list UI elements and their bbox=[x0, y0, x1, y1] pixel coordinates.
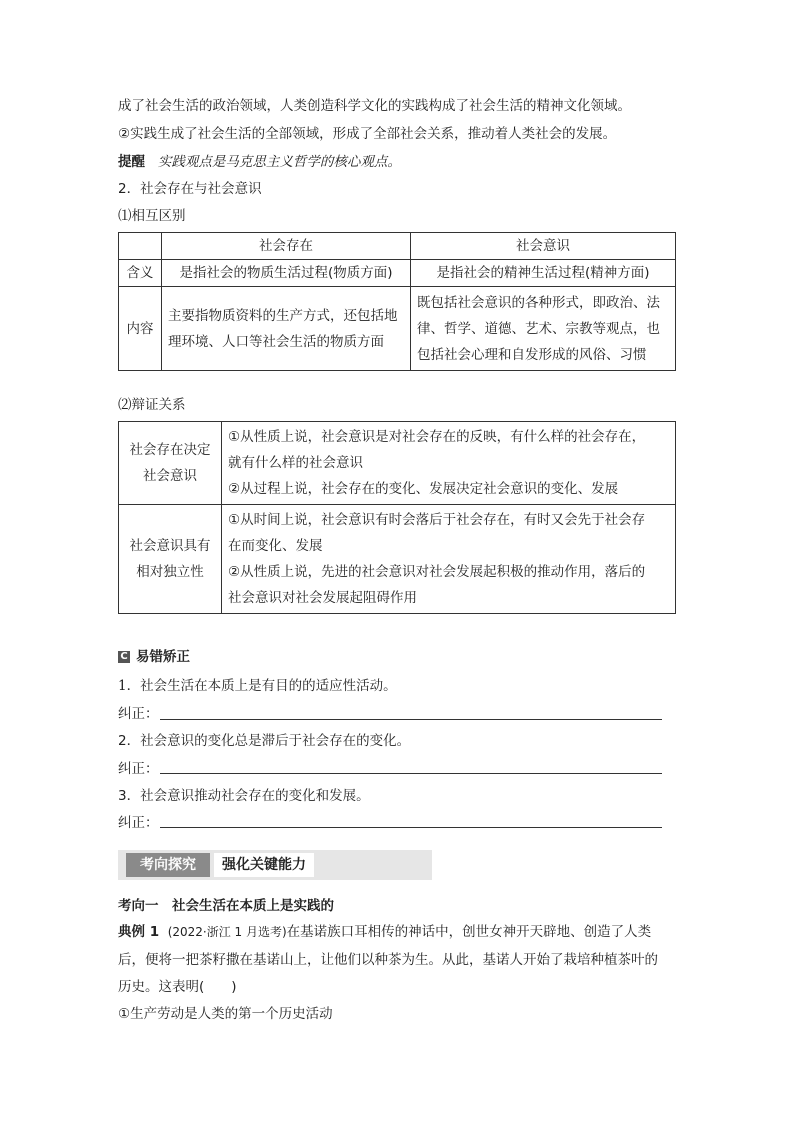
cell-line: ②从性质上说，先进的社会意识对社会发展起积极的推动作用，落后的 bbox=[228, 564, 646, 580]
example-source: (2022·浙江 1 月选考) bbox=[167, 925, 287, 939]
difference-table bbox=[118, 232, 676, 371]
cell-line: 就有什么样的社会意识 bbox=[228, 455, 363, 471]
table-header-empty bbox=[119, 233, 162, 260]
cell-meaning-consciousness: 是指社会的精神生活过程(精神方面) bbox=[411, 260, 676, 287]
correction-question-1: 1．社会生活在本质上是有目的的适应性活动。 bbox=[118, 678, 397, 694]
label-line: 社会存在决定 bbox=[129, 442, 211, 458]
correction-label-2: 纠正： bbox=[118, 761, 159, 777]
cell-decides bbox=[222, 422, 676, 505]
label-line: 社会意识具有 bbox=[129, 538, 211, 554]
tip-row bbox=[118, 152, 401, 172]
sub-heading-1: ⑴相互区别 bbox=[118, 208, 186, 224]
correction-label-1: 纠正： bbox=[118, 706, 159, 722]
section-heading: 2．社会存在与社会意识 bbox=[118, 181, 262, 197]
correction-title: 易错矫正 bbox=[136, 649, 190, 665]
cell-line: 律、哲学、道德、艺术、宗教等观点，也 bbox=[417, 320, 660, 337]
cell-content-existence bbox=[162, 287, 411, 371]
example-line-3: 历史。这表明( ) bbox=[118, 979, 237, 995]
example-text-1: 在基诺族口耳相传的神话中，创世女神开天辟地、创造了人类 bbox=[286, 924, 652, 940]
cell-line: 既包括社会意识的各种形式，即政治、法 bbox=[417, 294, 660, 311]
cell-line: 社会意识对社会发展起阻碍作用 bbox=[228, 590, 417, 606]
answer-line-2[interactable] bbox=[160, 773, 662, 774]
example-line-2: 后，便将一把茶籽撒在基诺山上，让他们以种茶为生。从此，基诺人开始了栽培种植茶叶的 bbox=[118, 952, 658, 968]
row-label-meaning: 含义 bbox=[119, 260, 162, 287]
option-1: ①生产劳动是人类的第一个历史活动 bbox=[118, 1006, 333, 1022]
row-label-decides bbox=[119, 422, 222, 505]
cell-independence bbox=[222, 505, 676, 614]
row-label-content: 内容 bbox=[119, 287, 162, 371]
row-label-independence bbox=[119, 505, 222, 614]
banner-subtitle: 强化关键能力 bbox=[214, 853, 314, 877]
correction-question-3: 3．社会意识推动社会存在的变化和发展。 bbox=[118, 788, 370, 804]
cell-line: 理环境、人口等社会生活的物质方面 bbox=[168, 333, 384, 350]
banner-tag: 考向探究 bbox=[126, 853, 210, 877]
correction-icon: C bbox=[118, 651, 130, 663]
label-line: 相对独立性 bbox=[136, 564, 204, 580]
section-banner bbox=[118, 850, 432, 880]
tip-text: 实践观点是马克思主义哲学的核心观点。 bbox=[157, 154, 401, 170]
cell-line: ①从性质上说，社会意识是对社会存在的反映，有什么样的社会存在， bbox=[228, 429, 646, 445]
cell-line: 在而变化、发展 bbox=[228, 538, 323, 554]
example-line-1 bbox=[118, 922, 651, 942]
cell-line: ①从时间上说，社会意识有时会落后于社会存在，有时又会先于社会存 bbox=[228, 512, 646, 528]
intro-line-1: 成了社会生活的政治领域，人类创造科学文化的实践构成了社会生活的精神文化领域。 bbox=[118, 98, 631, 114]
topic-heading: 考向一 社会生活在本质上是实践的 bbox=[118, 898, 334, 914]
table-header-consciousness: 社会意识 bbox=[411, 233, 676, 260]
cell-line: 包括社会心理和自发形成的风俗、习惯 bbox=[417, 346, 647, 363]
dialectic-table bbox=[118, 421, 676, 614]
sub-heading-2: ⑵辩证关系 bbox=[118, 397, 186, 413]
correction-label-3: 纠正： bbox=[118, 815, 159, 831]
intro-line-2: ②实践生成了社会生活的全部领域，形成了全部社会关系，推动着人类社会的发展。 bbox=[118, 126, 617, 142]
tip-label: 提醒 bbox=[118, 154, 145, 170]
correction-question-2: 2．社会意识的变化总是滞后于社会存在的变化。 bbox=[118, 733, 411, 749]
label-line: 社会意识 bbox=[143, 468, 197, 484]
answer-line-3[interactable] bbox=[160, 827, 662, 828]
cell-meaning-existence: 是指社会的物质生活过程(物质方面) bbox=[162, 260, 411, 287]
table-header-existence: 社会存在 bbox=[162, 233, 411, 260]
example-label: 典例 1 bbox=[118, 924, 160, 940]
answer-line-1[interactable] bbox=[160, 719, 662, 720]
cell-line: 主要指物质资料的生产方式，还包括地 bbox=[168, 307, 398, 324]
cell-line: ②从过程上说，社会存在的变化、发展决定社会意识的变化、发展 bbox=[228, 481, 619, 497]
cell-content-consciousness bbox=[411, 287, 676, 371]
